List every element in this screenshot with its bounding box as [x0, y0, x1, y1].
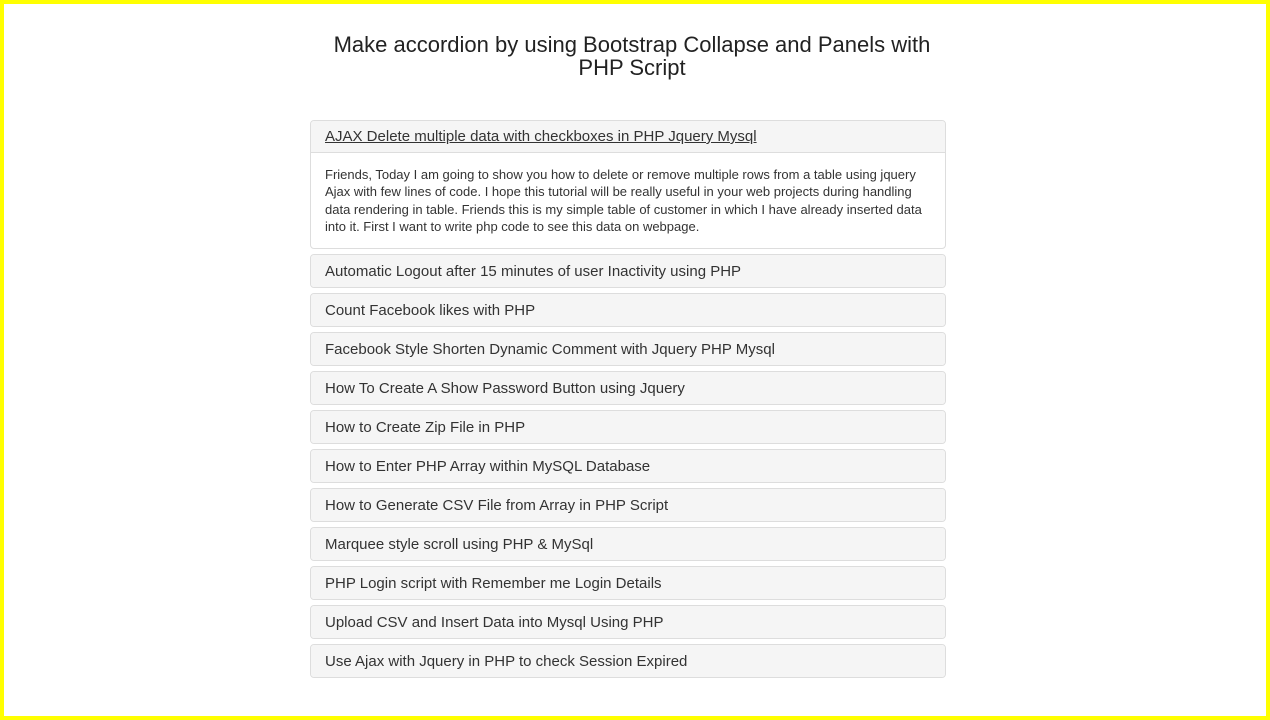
panel-heading[interactable]	[311, 567, 945, 599]
panel-heading[interactable]	[311, 333, 945, 365]
panel-title-link[interactable]: Upload CSV and Insert Data into Mysql Using PHP	[325, 613, 664, 631]
panel-title-link[interactable]: How to Generate CSV File from Array in PHP Script	[325, 496, 669, 514]
panel-heading[interactable]	[311, 645, 945, 677]
panel-title-link[interactable]: AJAX Delete multiple data with checkboxes in PHP Jquery Mysql	[325, 128, 757, 145]
panel-heading[interactable]	[311, 450, 945, 482]
accordion-panel	[310, 527, 946, 561]
panel-title-link[interactable]: How to Create Zip File in PHP	[325, 418, 526, 436]
panel-title-link[interactable]: Marquee style scroll using PHP & MySql	[325, 535, 594, 553]
panel-body: Friends, Today I am going to show you how to delete or remove multiple rows from a table using jquery Ajax with few lines of code. I hope this tutorial will be really useful in your web projects during handling data rendering in table. Friends this is my simple table of customer in which I have already inserted data into it. First I want to write php code to see this data on webpage.	[325, 167, 922, 234]
accordion-panel	[310, 566, 946, 600]
panel-title-link[interactable]: Automatic Logout after 15 minutes of user Inactivity using PHP	[325, 262, 742, 280]
panel-heading[interactable]	[311, 528, 945, 560]
panel-title-link[interactable]: Facebook Style Shorten Dynamic Comment with Jquery PHP Mysql	[325, 340, 775, 358]
panel-heading[interactable]	[311, 489, 945, 521]
panel-heading[interactable]	[311, 606, 945, 638]
panel-title-link[interactable]: How To Create A Show Password Button using Jquery	[325, 379, 685, 397]
panel-title-link[interactable]: How to Enter PHP Array within MySQL Database	[325, 457, 651, 475]
accordion-panel	[310, 332, 946, 366]
accordion-panel	[310, 254, 946, 288]
panel-heading[interactable]	[311, 255, 945, 287]
panel-heading[interactable]	[311, 294, 945, 326]
panel-heading[interactable]	[311, 121, 945, 153]
page-title: Make accordion by using Bootstrap Collapse and Panels with PHP Script	[333, 32, 931, 80]
accordion-panel	[310, 410, 946, 444]
accordion-panel	[310, 449, 946, 483]
accordion-panel	[310, 293, 946, 327]
accordion	[310, 120, 946, 683]
accordion-panel	[310, 488, 946, 522]
accordion-panel	[310, 644, 946, 678]
panel-title-link[interactable]: Count Facebook likes with PHP	[325, 301, 536, 319]
panel-heading[interactable]	[311, 372, 945, 404]
accordion-panel	[310, 605, 946, 639]
accordion-panel	[310, 371, 946, 405]
accordion-panel	[310, 120, 946, 249]
panel-title-link[interactable]: Use Ajax with Jquery in PHP to check Session Expired	[325, 652, 688, 670]
panel-heading[interactable]	[311, 411, 945, 443]
panel-title-link[interactable]: PHP Login script with Remember me Login Details	[325, 574, 662, 592]
